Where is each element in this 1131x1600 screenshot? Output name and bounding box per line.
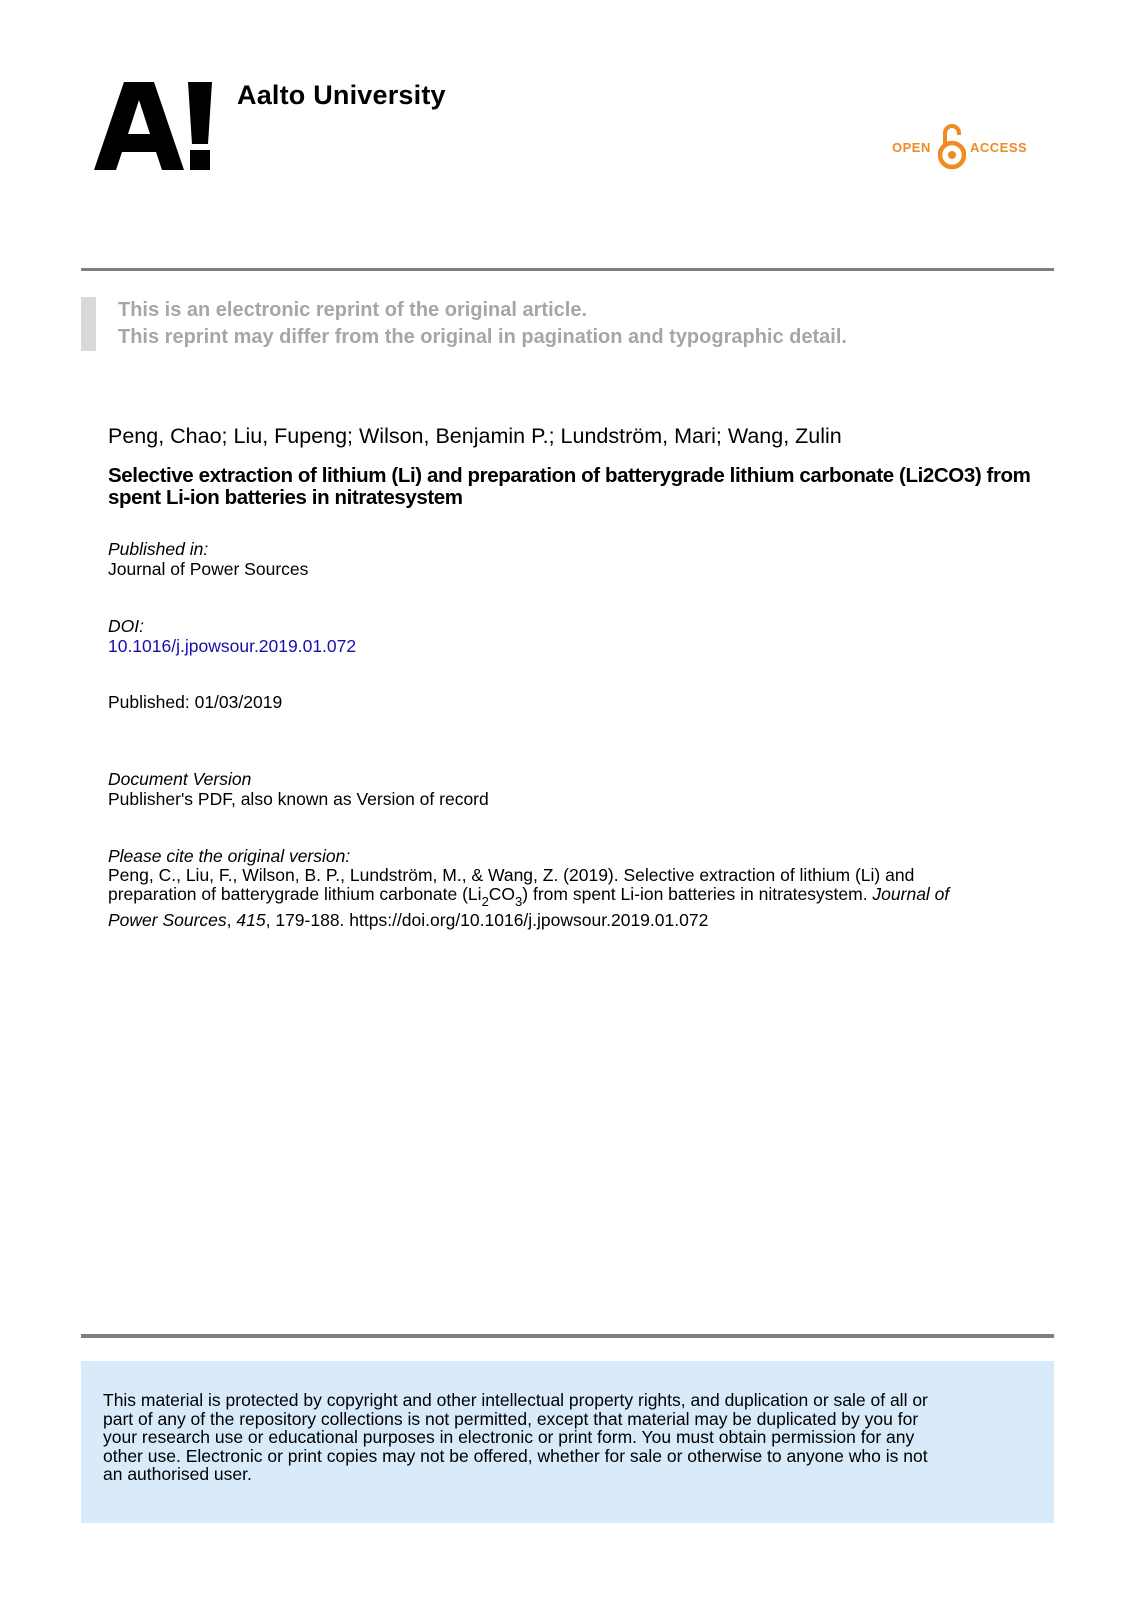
citation-block bbox=[108, 846, 1048, 930]
citation-text: CO bbox=[488, 883, 516, 904]
header-divider bbox=[81, 268, 1054, 271]
citation-text: , 179-188. https://doi.org/10.1016/j.jpowsour.2019.01.072 bbox=[265, 910, 709, 930]
citation-text: ) from spent Li-ion batteries in nitratesystem. bbox=[522, 883, 873, 904]
reprint-notice-bar bbox=[81, 297, 96, 351]
footer-divider bbox=[81, 1334, 1054, 1338]
published-date: Published: 01/03/2019 bbox=[108, 692, 283, 712]
citation-text: preparation of batterygrade lithium carbonate (Li bbox=[108, 883, 482, 904]
open-access-badge bbox=[892, 122, 1028, 172]
citation-subscript: 2 bbox=[481, 893, 489, 909]
citation-subscript: 3 bbox=[515, 893, 523, 909]
reprint-notice-line-2: This reprint may differ from the original in pagination and typographic detail. bbox=[118, 326, 847, 348]
open-access-access-text: ACCESS bbox=[970, 140, 1028, 155]
citation-label: Please cite the original version: bbox=[108, 846, 351, 866]
article-authors: Peng, Chao; Liu, Fupeng; Wilson, Benjamin P.; Lundström, Mari; Wang, Zulin bbox=[108, 424, 842, 448]
copyright-line: This material is protected by copyright and other intellectual property rights, and duplication or sale of all or bbox=[103, 1390, 928, 1410]
doi-block bbox=[108, 616, 356, 656]
doi-label: DOI: bbox=[108, 616, 144, 636]
citation-journal: Power Sources bbox=[108, 910, 227, 930]
journal-name: Journal of Power Sources bbox=[108, 559, 309, 579]
published-in-block bbox=[108, 539, 308, 579]
university-name: Aalto University bbox=[237, 80, 446, 110]
copyright-text bbox=[103, 1391, 1023, 1484]
article-title: Selective extraction of lithium (Li) and preparation of batterygrade lithium carbonate (Li2CO3) from spent Li-ion batteries in nitratesystem bbox=[108, 464, 1031, 509]
open-lock-icon bbox=[938, 122, 966, 170]
document-version-label: Document Version bbox=[108, 769, 252, 789]
citation-volume: 415 bbox=[236, 910, 266, 930]
citation-line-1: Peng, C., Liu, F., Wilson, B. P., Lundström, M., & Wang, Z. (2019). Selective extraction of lithium (Li) and bbox=[108, 865, 915, 885]
citation-line-2 bbox=[108, 885, 1048, 912]
copyright-line: part of any of the repository collections is not permitted, except that material may be duplicated by you for bbox=[103, 1408, 919, 1429]
reprint-notice-line-1: This is an electronic reprint of the original article. bbox=[118, 299, 587, 321]
published-in-label: Published in: bbox=[108, 539, 209, 559]
copyright-notice bbox=[81, 1361, 1054, 1523]
citation-journal: Journal of bbox=[872, 883, 950, 904]
copyright-line: an authorised user. bbox=[103, 1464, 252, 1484]
citation-line-3 bbox=[108, 911, 1048, 930]
doi-link[interactable]: 10.1016/j.jpowsour.2019.01.072 bbox=[108, 636, 357, 656]
aalto-logo-icon bbox=[94, 82, 212, 170]
document-version: Publisher's PDF, also known as Version of record bbox=[108, 789, 489, 809]
document-version-block bbox=[108, 769, 489, 809]
copyright-line: your research use or educational purposes in electronic or print form. You must obtain permission for any bbox=[103, 1427, 915, 1447]
copyright-line: other use. Electronic or print copies may not be offered, whether for sale or otherwise to anyone who is not bbox=[103, 1445, 928, 1466]
citation-text: , bbox=[226, 910, 237, 930]
reprint-notice bbox=[118, 297, 1018, 351]
open-access-open-text: OPEN bbox=[892, 140, 931, 155]
